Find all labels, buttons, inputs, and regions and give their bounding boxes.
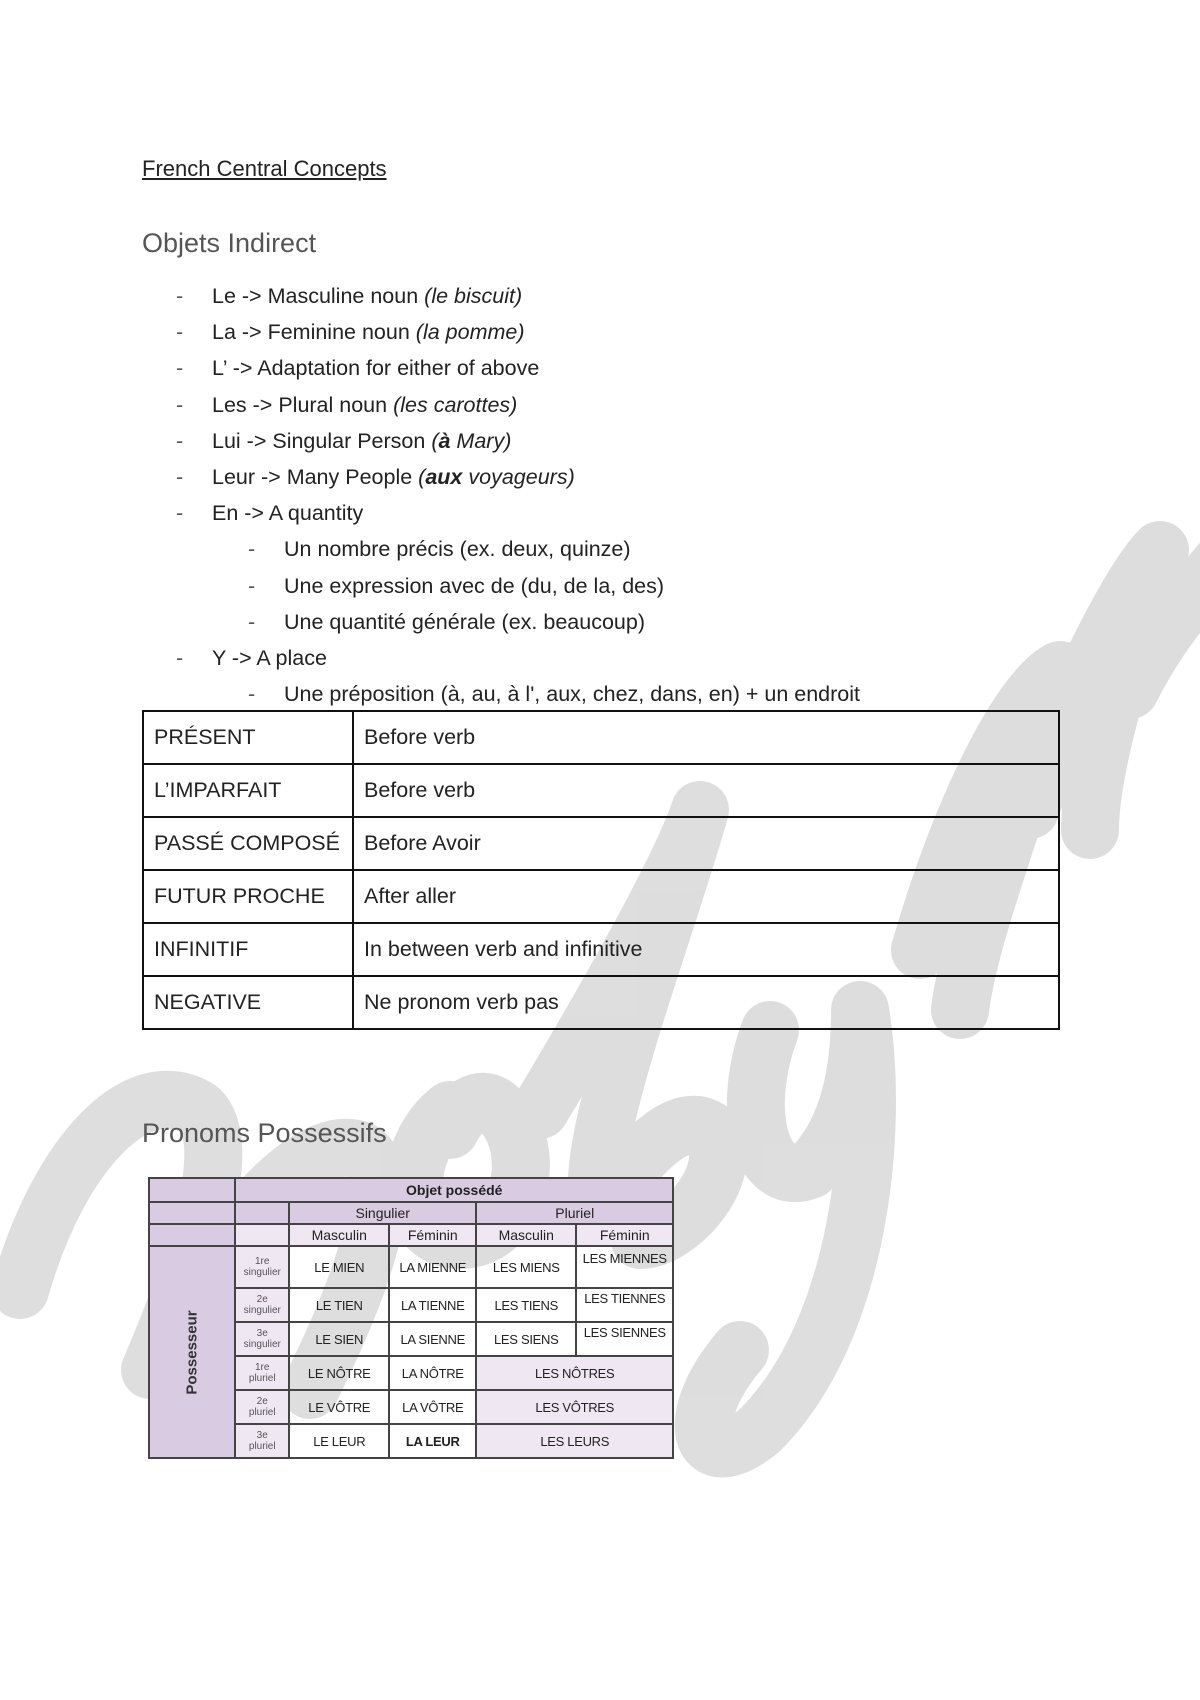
person-cell	[235, 1288, 289, 1322]
pronoun-cell: LE MIEN	[289, 1246, 389, 1288]
table-header-row	[149, 1202, 673, 1224]
pronoun-cell: LES TIENS	[476, 1288, 576, 1322]
item-example-rest: voyageurs)	[462, 464, 575, 489]
pronoun-cell: LA MIENNE	[389, 1246, 476, 1288]
item-example: (le biscuit)	[424, 284, 523, 308]
header-masculin: Masculin	[289, 1224, 389, 1246]
tense-cell: INFINITIF	[143, 923, 353, 976]
sub-list-item	[142, 531, 860, 567]
item-example-rest: Mary)	[450, 428, 512, 453]
bullet-dash: -	[176, 320, 184, 345]
list-item	[142, 423, 860, 459]
item-example: (les carottes)	[393, 392, 518, 417]
person-cell	[235, 1356, 289, 1390]
table-row	[149, 1246, 673, 1288]
bullet-dash: -	[176, 356, 184, 381]
pronoun-cell: LE TIEN	[289, 1288, 389, 1322]
person-grammatical-number: pluriel	[248, 1407, 276, 1418]
pronoun-cell: LES MIENS	[476, 1246, 576, 1288]
item-example-bold: aux	[425, 464, 463, 489]
item-example: (la pomme)	[415, 320, 525, 345]
table-row	[143, 711, 1059, 764]
person-grammatical-number: singulier	[243, 1267, 281, 1278]
person-number: 3e	[256, 1430, 268, 1441]
person-number: 1re	[255, 1362, 270, 1373]
bullet-dash: -	[248, 573, 256, 598]
bullet-dash: -	[176, 645, 184, 670]
list-item	[142, 459, 860, 495]
pronoun-cell: LA NÔTRE	[389, 1356, 476, 1390]
pronoun-cell: LA LEUR	[389, 1424, 476, 1458]
tense-cell: NEGATIVE	[143, 976, 353, 1029]
pronoun-cell: LES VÔTRES	[476, 1390, 673, 1424]
item-example-open: (	[431, 428, 439, 453]
table-row	[143, 923, 1059, 976]
tense-cell: PASSÉ COMPOSÉ	[143, 817, 353, 870]
header-objet-possede: Objet possédé	[235, 1178, 673, 1202]
rule-cell: Ne pronom verb pas	[353, 976, 1059, 1029]
possesseur-label: Possesseur	[183, 1309, 201, 1395]
sub-list-item	[142, 604, 860, 640]
bullet-dash: -	[176, 392, 184, 417]
person-grammatical-number: pluriel	[248, 1373, 276, 1384]
item-text: Y -> A place	[212, 645, 327, 670]
table-header-row	[149, 1178, 673, 1202]
section-heading-pronoms-possessifs: Pronoms Possessifs	[142, 1118, 387, 1148]
pronoun-cell: LA VÔTRE	[389, 1390, 476, 1424]
bullet-dash: -	[248, 537, 256, 562]
section-heading-objets-indirect: Objets Indirect	[142, 228, 317, 258]
pronoun-cell: LES TIENNES	[576, 1288, 673, 1322]
bullet-dash: -	[176, 284, 184, 308]
sub-item-text: Une préposition (à, au, à l', aux, chez, dans, en) + un endroit	[284, 682, 860, 707]
en-sub-list	[142, 531, 860, 640]
pronoun-cell: LES MIENNES	[576, 1246, 673, 1288]
possessive-pronouns-table	[148, 1177, 674, 1459]
person-cell	[235, 1390, 289, 1424]
corner-cell	[149, 1202, 235, 1224]
rule-cell: Before verb	[353, 764, 1059, 817]
list-item	[142, 278, 860, 314]
pronoun-placement-table	[142, 710, 1060, 1030]
pronoun-cell: LE NÔTRE	[289, 1356, 389, 1390]
pronoun-cell: LE VÔTRE	[289, 1390, 389, 1424]
pronoun-cell: LES LEURS	[476, 1424, 673, 1458]
corner-cell	[235, 1224, 289, 1246]
person-grammatical-number: singulier	[243, 1339, 281, 1350]
person-number: 2e	[256, 1396, 268, 1407]
rule-cell: After aller	[353, 870, 1059, 923]
bullet-dash: -	[248, 682, 256, 707]
possesseur-header	[149, 1246, 235, 1458]
table-row	[143, 817, 1059, 870]
header-singulier: Singulier	[289, 1202, 476, 1224]
bullet-dash: -	[176, 464, 184, 489]
list-item	[142, 387, 860, 423]
person-cell	[235, 1322, 289, 1356]
item-text: Leur -> Many People	[212, 464, 419, 489]
person-number: 2e	[256, 1294, 268, 1305]
pronoun-cell: LE SIEN	[289, 1322, 389, 1356]
pronoun-cell: LA TIENNE	[389, 1288, 476, 1322]
sub-item-text: Une expression avec de (du, de la, des)	[284, 573, 665, 598]
item-text: Lui -> Singular Person	[212, 428, 432, 453]
list-item	[142, 314, 860, 350]
objets-indirect-list	[142, 278, 860, 712]
header-feminin: Féminin	[576, 1224, 673, 1246]
tense-cell: PRÉSENT	[143, 711, 353, 764]
item-text: Les -> Plural noun	[212, 392, 394, 417]
pronoun-cell: LES SIENNES	[576, 1322, 673, 1356]
item-example-open: (	[418, 464, 426, 489]
item-text: La -> Feminine noun	[212, 320, 416, 345]
rule-cell: Before verb	[353, 711, 1059, 764]
person-cell	[235, 1424, 289, 1458]
table-header-row	[149, 1224, 673, 1246]
bullet-dash: -	[176, 501, 184, 526]
bullet-dash: -	[176, 428, 184, 453]
person-cell	[235, 1246, 289, 1288]
header-masculin: Masculin	[476, 1224, 576, 1246]
item-text: En -> A quantity	[212, 501, 364, 526]
sub-list-item	[142, 676, 860, 712]
pronoun-cell: LES SIENS	[476, 1322, 576, 1356]
sub-list-item	[142, 568, 860, 604]
list-item	[142, 640, 860, 676]
corner-cell	[149, 1178, 235, 1202]
person-number: 1re	[255, 1256, 270, 1267]
rule-cell: Before Avoir	[353, 817, 1059, 870]
header-pluriel: Pluriel	[476, 1202, 673, 1224]
person-grammatical-number: pluriel	[248, 1441, 276, 1452]
sub-item-text: Un nombre précis (ex. deux, quinze)	[284, 537, 631, 562]
table-row	[143, 976, 1059, 1029]
table-row	[143, 764, 1059, 817]
item-text: Le -> Masculine noun	[212, 284, 425, 308]
item-example-bold: à	[438, 428, 451, 453]
sub-list-container	[142, 676, 860, 712]
header-feminin: Féminin	[389, 1224, 476, 1246]
person-number: 3e	[256, 1328, 268, 1339]
document-title: French Central Concepts	[142, 156, 387, 181]
rule-cell: In between verb and infinitive	[353, 923, 1059, 976]
corner-cell	[149, 1224, 235, 1246]
pronoun-cell: LES NÔTRES	[476, 1356, 673, 1390]
table-row	[143, 870, 1059, 923]
corner-cell	[235, 1202, 289, 1224]
y-sub-list	[142, 676, 860, 712]
bullet-dash: -	[248, 609, 256, 634]
list-item	[142, 495, 860, 531]
tense-cell: L’IMPARFAIT	[143, 764, 353, 817]
person-grammatical-number: singulier	[243, 1305, 281, 1316]
sub-item-text: Une quantité générale (ex. beaucoup)	[284, 609, 645, 634]
pronoun-cell: LA SIENNE	[389, 1322, 476, 1356]
pronoun-cell: LE LEUR	[289, 1424, 389, 1458]
list-item	[142, 350, 860, 386]
sub-list-container	[142, 531, 860, 640]
tense-cell: FUTUR PROCHE	[143, 870, 353, 923]
item-text: L’ -> Adaptation for either of above	[212, 356, 540, 381]
